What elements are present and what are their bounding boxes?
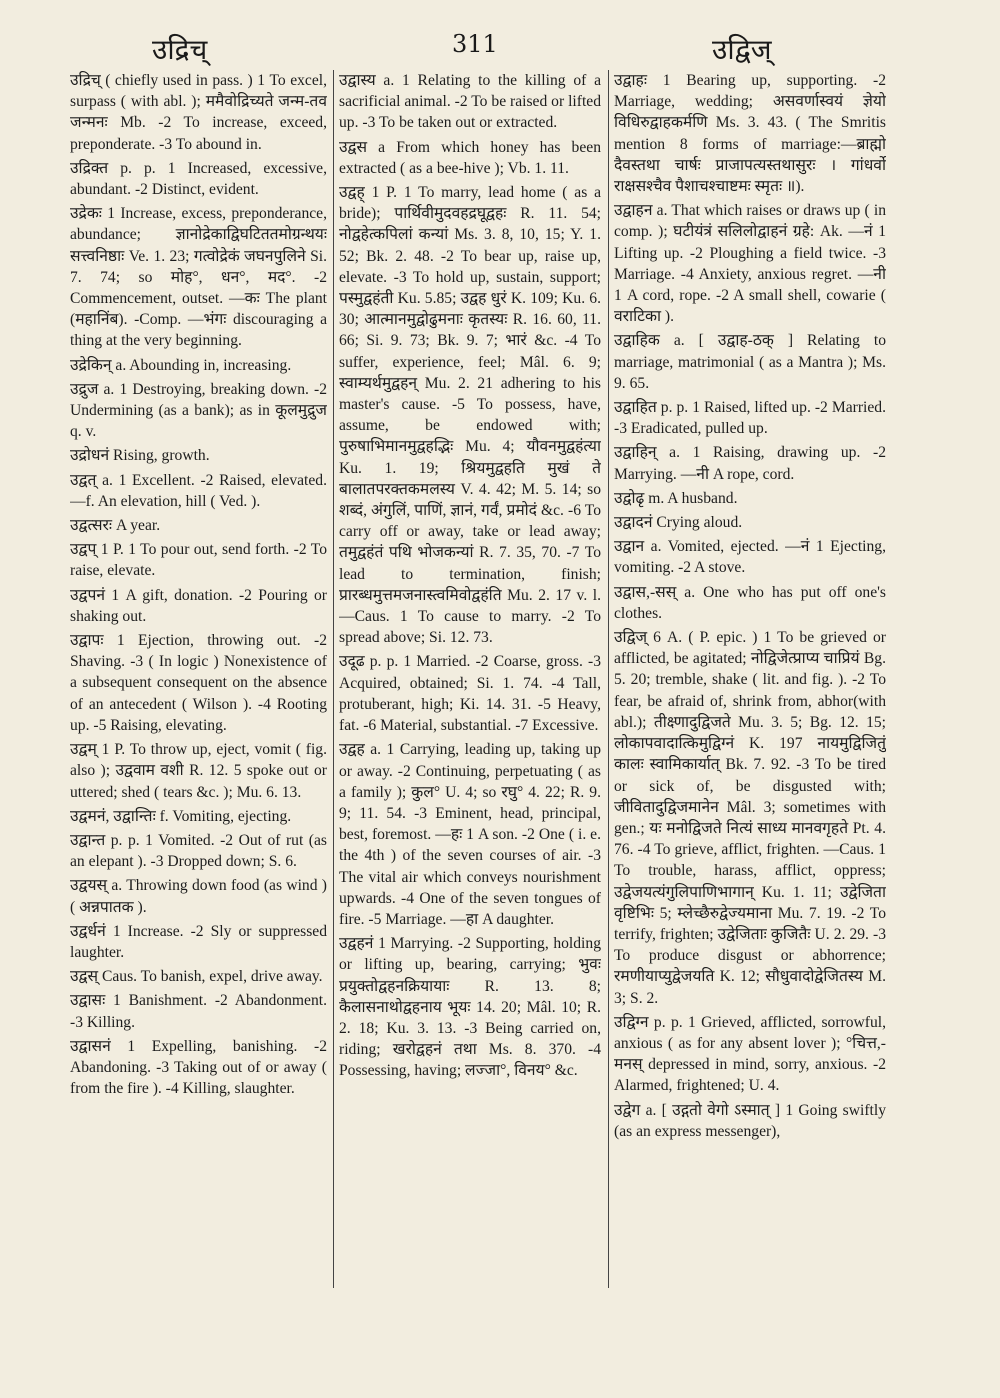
entry-text: उद्वह् 1 P. 1 To marry, lead home ( as a bride); पार्थिवीमुदवहद्रघूद्वहः R. 11. 54; नोद्वहेत्कपिलां कन्यां Ms. 3. 8, 10, 15; Y. 1. 52; Bk. 2. 48. -2 To bear up, raise up, elevate. -3 To hold up, sustain, support; पस्मुद्वहंती Ku. 5.85; उद्वह धुरं K. 109; Ku. 6. 30; आत्मानमुद्वोढुमनाः कृतस्यः R. 16. 60, 11. 66; Si. 9. 73; Bk. 9. 7; भारं &c. -4 To suffer, experience, feel; Mâl. 6. 9; स्वाम्यर्थमुद्वहन् Mu. 2. 21 adhering to his master's cause. -5 To possess, have, assume, be endowed with; पुरुषाभिमानमुद्वहद्भिः Mu. 4; यौवनमुद्वहंत्या Ku. 1. 19; श्रियमुद्वहति मुखं ते बालातपरक्तकमलस्य V. 4. 42; M. 5. 14; so शब्दं, अंगुलिं, पाणिं, ज्ञानं, गर्वं, प्रमोदं &c. -6 To carry off or away, take or lead away; तमुद्वहंतं पथि भोजकन्यां R. 7. 35, 70. -7 To lead to termination, finish; प्रारब्धमुत्तमजनास्त्वमिवोद्वहंति Mu. 2. 17 v. l. —Caus. 1 To cause to marry. -2 To spread above; Si. 12. 73. [339,184,601,647]
dictionary-entry [70,158,327,200]
dictionary-entry [614,627,886,1009]
dictionary-entry [614,70,886,197]
entry-text: उद्रोधनं Rising, growth. [70,447,210,465]
left-guide-word: उद्रिच् [152,33,208,66]
dictionary-entry [70,990,327,1032]
entry-text: उद्रिक्त p. p. 1 Increased, excessive, abundant. -2 Distinct, evident. [70,159,327,199]
entry-text: उद्वाहित p. p. 1 Raised, lifted up. -2 Married. -3 Eradicated, pulled up. [614,399,886,438]
dictionary-entry [614,330,886,394]
entry-text: उद्वम् 1 P. To throw up, eject, vomit ( fig. also ); उद्ववाम वशी R. 12. 5 spoke out or uttered; shed ( tears &c. ); Mu. 6. 13. [70,741,327,801]
dictionary-entry [70,585,327,627]
entry-text: उद्वास्य a. 1 Relating to the killing of a sacrificial animal. -2 To be raised or lifted up. -3 To be taken out or extracted. [339,72,601,132]
dictionary-entry [70,875,327,917]
dictionary-entry [70,966,327,987]
entry-text: उद्वेग a. [ उद्गतो वेगो ऽस्मात् ] 1 Going swiftly (as an express messenger), [614,1101,886,1140]
dictionary-entry [70,739,327,803]
entry-text: उद्वयस् a. Throwing down food (as wind ) ( अन्नपातक ). [70,877,327,916]
entry-text: उद्वाहन a. That which raises or draws up ( in comp. ); घटीयंत्रं सलिलोद्वाहनं ग्रहे: Ak. —नं 1 Lifting up. -2 Ploughing a field twice. -3 Marriage. -4 Anxiety, anxious regret. —नी 1 A cord, rope. -2 A small shell, cowarie ( वराटिका ). [614,202,886,326]
dictionary-entry [70,70,327,155]
column-right [614,70,886,1315]
entry-text: उद्वास,-सस् a. One who has put off one's clothes. [614,583,886,622]
dictionary-entry [339,182,601,648]
column-divider [333,70,334,1288]
dictionary-entry [70,1036,327,1100]
dictionary-entry [70,921,327,963]
dictionary-entry [614,512,886,533]
running-header [0,26,1000,66]
dictionary-entry [70,539,327,581]
entry-text: उद्वाहिक a. [ उद्वाह-ठक् ] Relating to marriage, matrimonial ( as a Mantra ); Ms. 9. 65. [614,332,886,392]
dictionary-entry [339,137,601,179]
entry-text: उद्वहनं 1 Marrying. -2 Supporting, holding or lifting up, bearing, carrying; भुवः प्रयुक्तोद्वहनक्रियायाः R. 13. 8; कैलासनाथोद्वहनाय भूयः 14. 20; Mâl. 10; R. 2. 18; Ku. 3. 13. -3 Being carried on, riding; खरोद्वहनं तथा Ms. 8. 370. -4 Possessing, having; लज्जा°, विनय° &c. [339,935,601,1080]
dictionary-entry [70,355,327,376]
entry-text: उद्रिच् ( chiefly used in pass. ) 1 To excel, surpass ( with abl. ); ममैवोद्रिच्यते जन्म-तव जन्मनः Mb. -2 To increase, exceed, preponderate. -3 To abound in. [70,72,327,153]
entry-text: उद्वपनं 1 A gift, donation. -2 Pouring or shaking out. [70,586,327,625]
dictionary-entry [70,203,327,351]
dictionary-entry [614,200,886,327]
entry-text: उद्विग्न p. p. 1 Grieved, afflicted, sorrowful, anxious ( as for any absent lover ); °चित्त,-मनस् depressed in mind, sorry, anxious. -2 Alarmed, frightened; U. 4. [614,1013,886,1095]
entry-text: उद्वत् a. 1 Excellent. -2 Raised, elevated. —f. An elevation, hill ( Ved. ). [70,471,327,510]
entry-text: उद्वर्धनं 1 Increase. -2 Sly or suppressed laughter. [70,922,327,961]
entry-text: उद्वाहिन् a. 1 Raising, drawing up. -2 Marrying. —नी A rope, cord. [614,444,886,483]
column-divider [608,70,609,1288]
dictionary-entry [614,488,886,509]
entry-text: उद्रेकिन् a. Abounding in, increasing. [70,356,292,374]
entry-text: उद्वप् 1 P. 1 To pour out, send forth. -2 To raise, elevate. [70,541,327,580]
right-guide-word: उद्विज् [712,33,772,66]
entry-text: उद्रेकः 1 Increase, excess, preponderance, abundance; ज्ञानोद्रेकाद्विघटिततमोग्रन्थयः सत्त्वनिष्ठाः Ve. 1. 23; गत्वोद्रेकं जघनपुलिने Si. 7. 74; so मोह°, धन°, मद°. -2 Commencement, outset. —कः The plant (महानिंब). -Comp. —भंगः discouraging a thing at the very beginning. [70,205,327,350]
entry-text: उद्वाहः 1 Bearing up, supporting. -2 Marriage, wedding; असवर्णास्वयं ज्ञेयो विधिरुद्वाहकर्मणि Ms. 3. 43. ( The Smritis mention 8 forms of marriage:—ब्राह्मो दैवस्तथा चार्षः प्राजापत्यस्तथासुरः । गांधर्वो राक्षसश्चैव पैशाचश्चाष्टमः स्मृतः ॥). [614,72,886,196]
dictionary-entry [614,397,886,439]
entry-text: उद्वह a. 1 Carrying, leading up, taking up or away. -2 Continuing, perpetuating ( as a family ); कुल° U. 4; so रघु° 4. 22; R. 9. 9; 11. 54. -3 Eminent, head, principal, best, foremost. —हः 1 A son. -2 One ( i. e. the 4th ) of the seven courses of air. -3 The vital air which conveys nourishment upwards. -4 One of the seven tongues of fire. -5 Marriage. —हा A daughter. [339,741,601,928]
dictionary-entry [70,630,327,736]
entry-text: उद्वासनं 1 Expelling, banishing. -2 Abandoning. -3 Taking out of or away ( from the fire ). -4 Killing, slaughter. [70,1037,327,1098]
column-middle [339,70,601,1315]
entry-text: उद्वासः 1 Banishment. -2 Abandonment. -3 Killing. [70,992,327,1031]
column-left [70,70,327,1315]
dictionary-entry [614,1100,886,1142]
dictionary-entry [70,515,327,536]
dictionary-entry [70,830,327,872]
dictionary-entry [339,70,601,134]
dictionary-entry [614,536,886,578]
entry-text: उद्वान्त p. p. 1 Vomited. -2 Out of rut (as an elepant ). -3 Dropped down; S. 6. [70,831,327,871]
dictionary-entry [614,1012,886,1097]
page-number: 311 [452,30,498,58]
entry-text: उद्वादनं Crying aloud. [614,514,743,532]
entry-text: उद्वत्सरः A year. [70,517,161,535]
dictionary-entry [614,442,886,484]
dictionary-entry [339,933,601,1081]
entry-text: उद्वान a. Vomited, ejected. —नं 1 Ejecting, vomiting. -2 A stove. [614,538,886,577]
dictionary-entry [70,379,327,443]
dictionary-entry [70,470,327,512]
dictionary-entry [70,445,327,466]
entry-text: उदूढ p. p. 1 Married. -2 Coarse, gross. -3 Acquired, obtained; Si. 1. 74. -4 Tall, protuberant, high; Ki. 14. 31. -5 Heavy, fat. -6 Material, substantial. -7 Excessive. [339,653,601,735]
entry-text: उद्विज् 6 A. ( P. epic. ) 1 To be grieved or afflicted, be agitated; नोद्विजेत्प्राप्य चाप्रियं Bg. 5. 20; tremble, shake ( lit. and fig. ). -2 To fear, be afraid of, shrink from, abhor(with abl.); तीक्ष्णादुद्विजते Mu. 3. 5; Bg. 12. 15; लोकापवादात्किमुद्विग्नं K. 197 नायमुद्विजितुं कालः स्वामिकार्यात् Bk. 7. 92. -3 To be tired or sick of, be disgusted with; जीवितादुद्विजमानेन Mâl. 3; sometimes with gen.; यः मनोद्विजते नित्यं साध्य मानवगृहते Pt. 4. 76. -4 To grieve, afflict, frighten. —Caus. 1 To trouble, harass, afflict, oppress; उद्वेजयत्यंगुलिपाणिभागान् Ku. 1. 11; उद्वेजिता वृष्टिभिः 5; म्लेच्छैरुद्वेज्यमाना Mu. 7. 19. -2 To terrify, frighten; उद्वेजिताः कुजितैः U. 2. 29. -3 To produce disgust or abhorrence; रमणीयाप्युद्वेजयति K. 12; सौधुवादोद्वेजितस्य M. 3; S. 2. [614,629,886,1007]
entry-text: उद्वस a From which honey has been extracted ( as a bee-hive ); Vb. 1. 11. [339,138,601,177]
dictionary-entry [339,739,601,930]
dictionary-entry [614,582,886,624]
entry-text: उद्रुज a. 1 Destroying, breaking down. -2 Undermining (as a bank); as in कूलमुद्रुज q. v. [70,380,327,441]
entry-text: उद्वापः 1 Ejection, throwing out. -2 Shaving. -3 ( In logic ) Nonexistence of a subsequent consequent on the absence of an antecedent ( Wilson ). -4 Rooting up. -5 Raising, elevating. [70,632,327,734]
dictionary-entry [70,806,327,827]
entry-text: उद्वोढृ m. A husband. [614,489,738,507]
entry-text: उद्वस् Caus. To banish, expel, drive away. [70,968,323,986]
entry-text: उद्वमनं, उद्वान्तिः f. Vomiting, ejecting. [70,807,292,825]
dictionary-entry [339,651,601,736]
